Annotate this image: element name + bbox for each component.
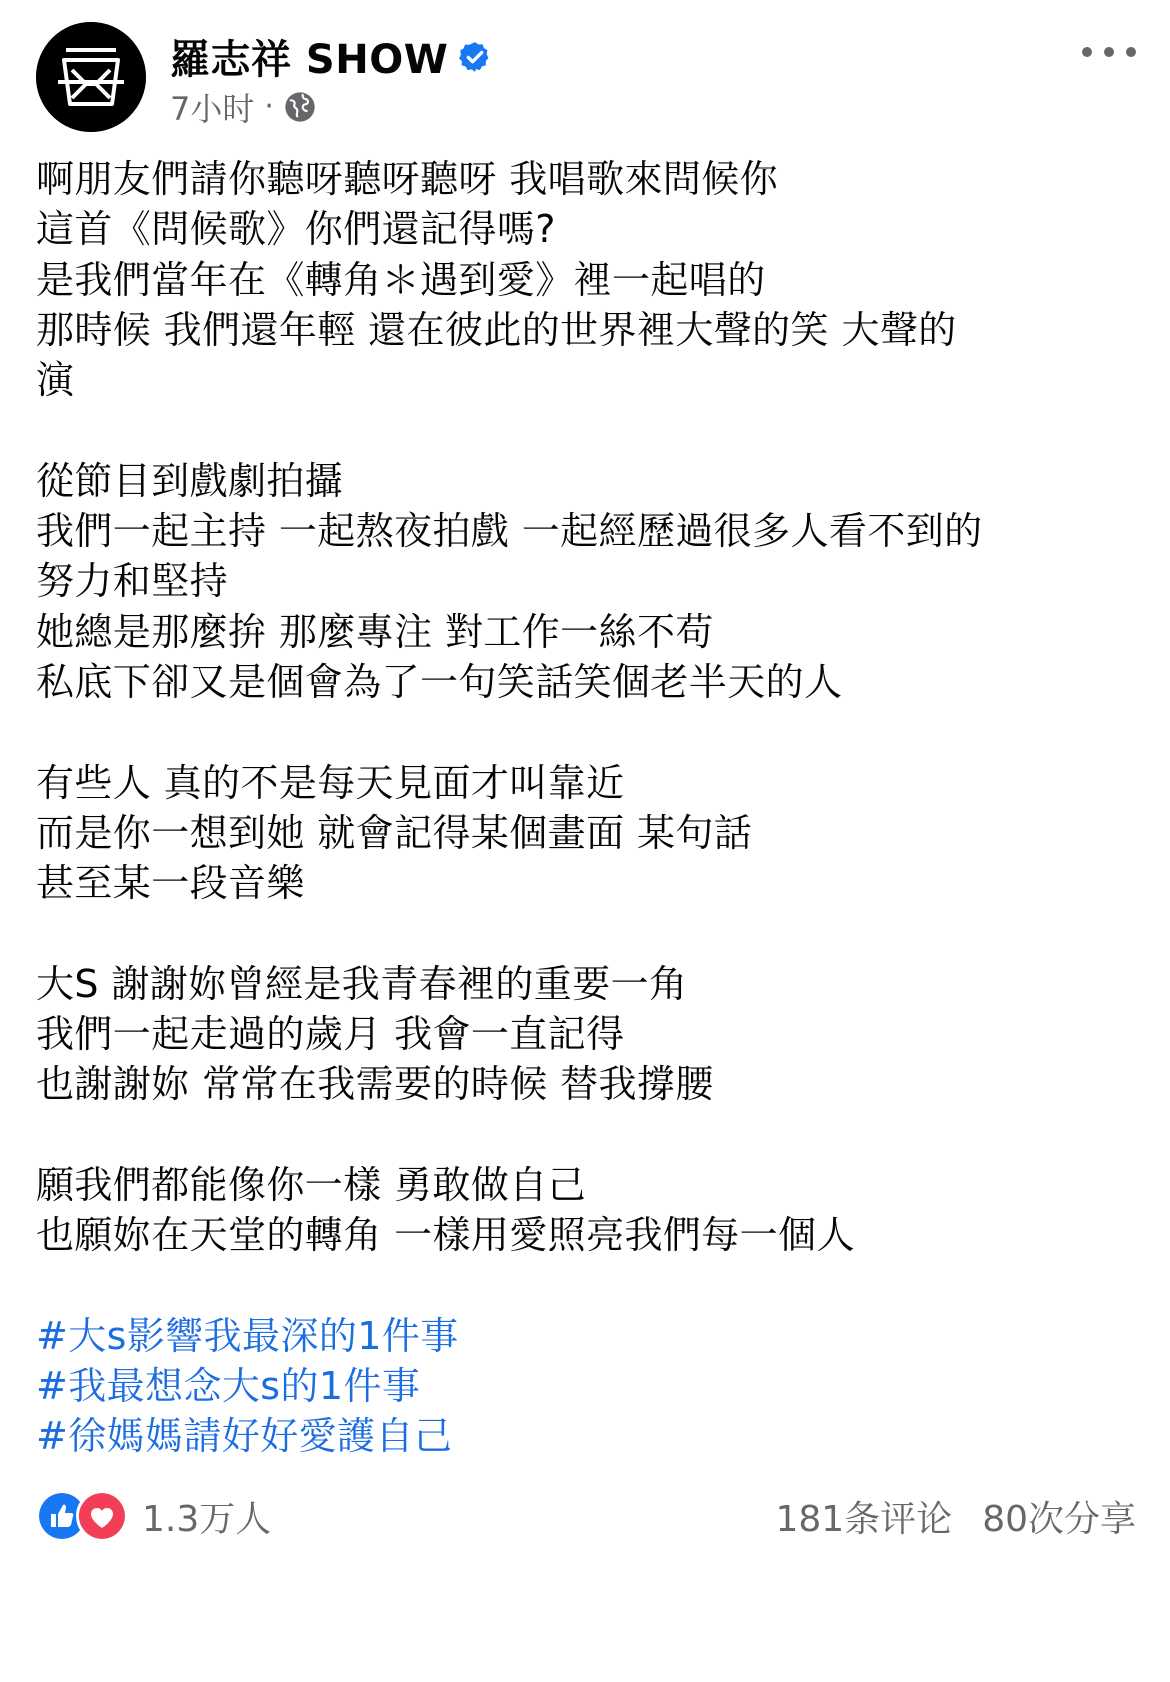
more-dot-icon	[1082, 47, 1092, 57]
post-line: 大S 謝謝妳曾經是我青春裡的重要一角	[36, 961, 688, 1006]
reactions-summary[interactable]	[36, 1490, 271, 1542]
reaction-count: 1.3万人	[142, 1498, 272, 1540]
post-line: 願我們都能像你一樣 勇敢做自己	[36, 1162, 587, 1207]
post-meta	[170, 84, 316, 130]
post-line: 我們一起主持 一起熬夜拍戲 一起經歷過很多人看不到的	[36, 509, 983, 554]
post-line: 努力和堅持	[36, 559, 229, 604]
post-line: 這首《問候歌》你們還記得嗎?	[36, 207, 556, 252]
post-text	[36, 154, 1136, 1462]
post-line: 有些人 真的不是每天見面才叫靠近	[36, 760, 625, 805]
more-options-button[interactable]	[1082, 40, 1136, 64]
post-line: 是我們當年在《轉角＊遇到愛》裡一起唱的	[36, 257, 766, 302]
post-line: 而是你一想到她 就會記得某個畫面 某句話	[36, 810, 753, 855]
love-reaction-icon	[76, 1490, 128, 1542]
hashtag-link[interactable]: #我最想念大s的1件事	[36, 1364, 421, 1409]
engagement-stats	[775, 1491, 1136, 1542]
post-line: 她總是那麼拚 那麼專注 對工作一絲不苟	[36, 609, 714, 654]
hashtag-link[interactable]: #徐媽媽請好好愛護自己	[36, 1414, 453, 1459]
post-header	[0, 0, 1170, 150]
comments-count[interactable]: 181条评论	[775, 1498, 953, 1540]
verified-badge-icon	[458, 40, 492, 74]
post-line: 也謝謝妳 常常在我需要的時候 替我撐腰	[36, 1062, 714, 1107]
post-footer	[36, 1486, 1136, 1546]
post-line: 我們一起走過的歲月 我會一直記得	[36, 1012, 625, 1057]
blank-line	[36, 405, 1136, 455]
post-line: 那時候 我們還年輕 還在彼此的世界裡大聲的笑 大聲的	[36, 307, 957, 352]
blank-line	[36, 908, 1136, 958]
post-line: 演	[36, 358, 75, 403]
meta-separator: ·	[264, 89, 274, 124]
post-time[interactable]: 7小时	[170, 90, 255, 128]
post-line: 啊朋友們請你聽呀聽呀聽呀 我唱歌來問候你	[36, 157, 779, 201]
post-line: 從節目到戲劇拍攝	[36, 458, 344, 503]
more-dot-icon	[1126, 47, 1136, 57]
blank-line	[36, 1110, 1136, 1160]
post-line: 甚至某一段音樂	[36, 861, 305, 906]
post-line: 也願妳在天堂的轉角 一樣用愛照亮我們每一個人	[36, 1213, 855, 1258]
page-name[interactable]: 羅志祥 SHOW	[170, 37, 449, 83]
shares-count[interactable]: 80次分享	[982, 1498, 1136, 1540]
page-avatar[interactable]	[36, 22, 146, 132]
name-row	[170, 28, 492, 85]
blank-line	[36, 1261, 1136, 1311]
post-line: 私底下卻又是個會為了一句笑話笑個老半天的人	[36, 659, 843, 704]
globe-icon	[284, 91, 316, 123]
more-dot-icon	[1104, 47, 1114, 57]
hashtag-link[interactable]: #大s影響我最深的1件事	[36, 1313, 459, 1358]
blank-line	[36, 707, 1136, 757]
